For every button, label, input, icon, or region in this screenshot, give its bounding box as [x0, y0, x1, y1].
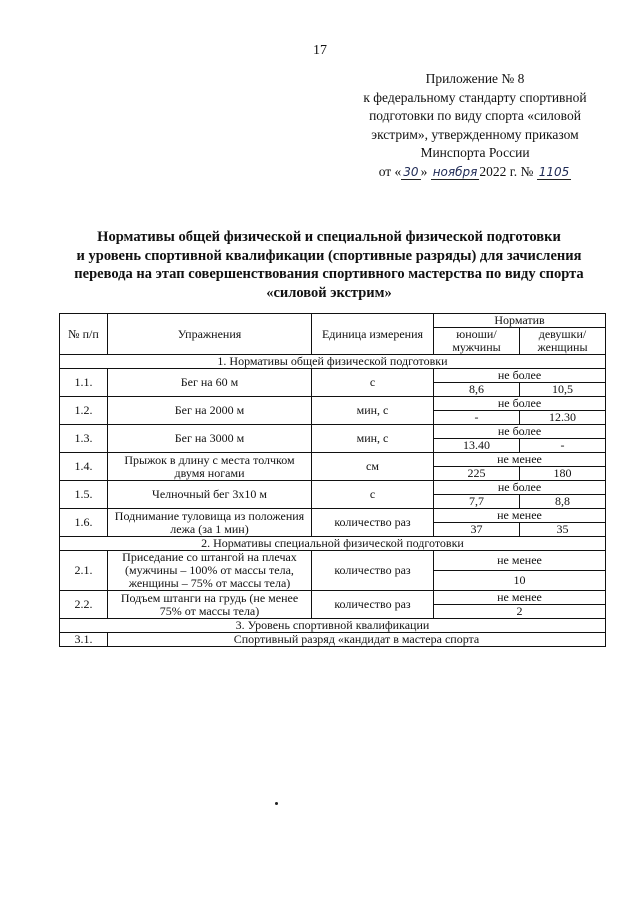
row-unit: мин, с	[312, 397, 434, 425]
table-row	[60, 591, 606, 605]
table-row	[60, 425, 606, 439]
row-limit: не менее	[434, 551, 606, 571]
appendix-title: Приложение № 8	[425, 71, 525, 86]
row-num: 2.2.	[60, 591, 108, 619]
appendix-line: Минспорта России	[420, 145, 530, 160]
row-limit: не менее	[434, 453, 606, 467]
row-male: 37	[434, 523, 520, 537]
section-row	[60, 355, 606, 369]
table-row	[60, 633, 606, 647]
row-num: 3.1.	[60, 633, 108, 647]
row-female: 35	[520, 523, 606, 537]
page-number: 17	[313, 43, 327, 58]
section-title: 3. Уровень спортивной квалификации	[60, 619, 606, 633]
row-num: 1.6.	[60, 509, 108, 537]
appendix-header	[330, 70, 620, 181]
row-num: 1.5.	[60, 481, 108, 509]
row-limit: не более	[434, 425, 606, 439]
row-male: -	[434, 411, 520, 425]
row-exercise: Поднимание туловища из положения лежа (за 1 мин)	[108, 509, 312, 537]
handwritten-day: 30	[403, 164, 419, 179]
table-row	[60, 509, 606, 523]
row-unit: с	[312, 481, 434, 509]
row-female: 180	[520, 467, 606, 481]
row-num: 2.1.	[60, 551, 108, 591]
row-num: 1.2.	[60, 397, 108, 425]
row-unit: с	[312, 369, 434, 397]
title-line: перевода на этап совершенствования спортивного мастерства по виду спорта	[74, 266, 584, 282]
header-row	[60, 314, 606, 328]
header-unit: Единица измерения	[312, 314, 434, 355]
row-num: 1.4.	[60, 453, 108, 481]
header-exercise: Упражнения	[108, 314, 312, 355]
appendix-line: подготовки по виду спорта «силовой	[369, 108, 581, 123]
title-line: «силовой экстрим»	[266, 284, 392, 301]
row-female: 10,5	[520, 383, 606, 397]
header-norm: Норматив	[434, 314, 606, 328]
row-female: -	[520, 439, 606, 453]
row-num: 1.3.	[60, 425, 108, 453]
appendix-line: экстрим», утвержденному приказом	[371, 126, 579, 142]
row-unit: количество раз	[312, 509, 434, 537]
table-row	[60, 369, 606, 383]
row-unit: мин, с	[312, 425, 434, 453]
handwritten-order-number: 1105	[538, 164, 570, 179]
section-title: 2. Нормативы специальной физической подготовки	[60, 537, 606, 551]
row-value: 10	[434, 571, 606, 591]
row-limit: не более	[434, 397, 606, 411]
row-limit: не менее	[434, 591, 606, 605]
row-limit: не менее	[434, 509, 606, 523]
row-exercise: Подъем штанги на грудь (не менее 75% от массы тела)	[108, 591, 312, 619]
table-row	[60, 453, 606, 467]
handwritten-month: ноября	[432, 164, 478, 179]
section-row	[60, 537, 606, 551]
row-male: 7,7	[434, 495, 520, 509]
section-title: 1. Нормативы общей физической подготовки	[60, 355, 606, 369]
section-row	[60, 619, 606, 633]
title-line: Нормативы общей физической и специальной физической подготовки	[97, 229, 561, 245]
row-exercise: Бег на 60 м	[108, 369, 312, 397]
date-mid: »	[420, 163, 428, 179]
row-unit: см	[312, 453, 434, 481]
row-female: 12.30	[520, 411, 606, 425]
row-exercise: Челночный бег 3х10 м	[108, 481, 312, 509]
norms-table	[59, 313, 606, 647]
table-row	[60, 481, 606, 495]
row-male: 225	[434, 467, 520, 481]
header-female: девушки/ женщины	[520, 328, 606, 355]
row-female: 8,8	[520, 495, 606, 509]
year-text: 2022 г. №	[479, 163, 534, 179]
header-male: юноши/ мужчины	[434, 328, 520, 355]
date-prefix: от «	[378, 163, 402, 179]
row-num: 1.1.	[60, 369, 108, 397]
row-male: 13.40	[434, 439, 520, 453]
scan-dot	[275, 802, 278, 805]
row-qualification: Спортивный разряд «кандидат в мастера спорта	[108, 633, 606, 647]
row-value: 2	[434, 605, 606, 619]
row-male: 8,6	[434, 383, 520, 397]
row-unit: количество раз	[312, 591, 434, 619]
order-date-line	[330, 163, 620, 182]
row-limit: не более	[434, 369, 606, 383]
row-exercise: Бег на 2000 м	[108, 397, 312, 425]
document-title	[40, 228, 618, 302]
table-row	[60, 551, 606, 571]
title-line: и уровень спортивной квалификации (спортивные разряды) для зачисления	[76, 247, 582, 264]
header-num: № п/п	[60, 314, 108, 355]
row-exercise: Приседание со штангой на плечах (мужчины – 100% от массы тела, женщины – 75% от массы тела)	[108, 551, 312, 591]
row-limit: не более	[434, 481, 606, 495]
row-exercise: Прыжок в длину с места толчком двумя ногами	[108, 453, 312, 481]
row-unit: количество раз	[312, 551, 434, 591]
row-exercise: Бег на 3000 м	[108, 425, 312, 453]
table-row	[60, 397, 606, 411]
appendix-line: к федеральному стандарту спортивной	[363, 89, 587, 105]
